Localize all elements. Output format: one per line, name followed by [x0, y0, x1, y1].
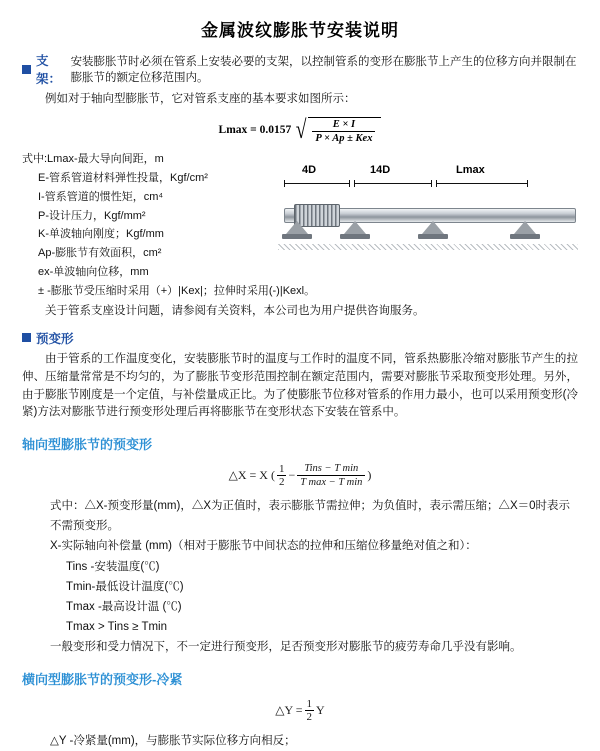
pipe-support — [418, 221, 448, 241]
axial-expansion-joint-diagram — [278, 164, 578, 284]
figure-labels — [278, 164, 578, 180]
axial-line-7: 一般变形和受力情况下，不一定进行预变形，足否预变形对膨胀节的疲劳寿命几乎没有影响。 — [50, 641, 522, 653]
half-numerator: 1 — [306, 698, 313, 711]
figure-label-lmax: Lmax — [456, 163, 485, 176]
dimension-14d — [354, 183, 432, 184]
pipe-support — [510, 221, 540, 241]
legend-item: K-单波轴向刚度；Kgf/mm — [38, 228, 164, 241]
formula-lmax — [22, 117, 578, 144]
fraction-numerator: Tins − T min — [297, 463, 365, 476]
dimension-lmax — [436, 183, 528, 184]
legend-item: 式中:Lmax-最大导向间距，m — [22, 152, 164, 165]
pipe-assembly — [278, 192, 578, 250]
section-heading-predeform-label: 预变形 — [36, 331, 74, 346]
axial-line-3: Tins -安装温度(℃) — [66, 560, 160, 573]
figure-dimension-lines — [278, 180, 578, 188]
pipe-support — [282, 221, 312, 241]
formula-delta-x-fraction — [297, 463, 365, 488]
axial-line-5: Tmax -最高设计温 (℃) — [66, 600, 182, 613]
formula-lmax-lhs: Lmax = 0.0157 — [218, 123, 292, 136]
section-heading-support — [22, 51, 578, 87]
legend-item: ± -膨胀节受压缩时采用（+）|Kex|；拉伸时采用(-)|Kexl。 — [38, 285, 316, 298]
page-title: 金属波纹膨胀节安装说明 — [201, 21, 399, 40]
half-denominator: 2 — [306, 711, 313, 724]
dimension-4d — [284, 183, 350, 184]
axial-line-4: Tmin-最低设计温度(℃) — [66, 580, 184, 593]
fraction-denominator: T max − T min — [300, 477, 363, 489]
lateral-line-1: △Y -冷紧量(mm)，与膨胀节实际位移方向相反； — [50, 735, 296, 748]
figure-label-14d: 14D — [370, 163, 391, 176]
formula-delta-y-rhs: Y — [316, 703, 325, 718]
formula-delta-x-rhs: ) — [367, 468, 372, 483]
legend-item: I-管系管道的惯性矩，cm⁴ — [38, 190, 164, 203]
formula-delta-y-lhs: △Y = — [275, 703, 303, 718]
square-bullet-icon — [22, 333, 31, 342]
formula-lmax-radical — [294, 117, 381, 144]
legend-item: ex-单波轴向位移，mm — [38, 266, 149, 279]
section-predeform-paragraph: 由于管系的工作温度变化，安装膨胀节时的温度与工作时的温度不同，管系热膨胀冷缩对膨胀节产生的拉伸、压缩量常常是不均匀的，为了膨胀节变形范围控制在额定范围内，需要对膨胀节采取预变形处理。另外，由于膨胀节刚度是一个定值，与补偿量成正比。为了使膨胀节位移对管系的作用力最小，也可以采用预变形(冷紧)方法对膨胀节进行预变形处理后再将膨胀节在变形状态下安装在管系中。 — [22, 352, 578, 419]
formula-lmax-numerator: E × I — [312, 119, 375, 132]
axial-line-6: Tmax > Tins ≥ Tmin — [66, 620, 167, 633]
legend-item: P-设计压力，Kgf/mm² — [38, 209, 146, 222]
formula-delta-x-lhs: △X = X ( — [228, 468, 275, 483]
ground-hatching — [278, 244, 578, 250]
radical-icon: √ — [295, 115, 307, 145]
section-support-paragraph-1: 安装膨胀节时必须在管系上安装必要的支架，以控制管系的变形在膨胀节上产生的位移方向并限制在膨胀节的额定位移范围内。 — [70, 56, 577, 84]
support-design-note: 关于管系支座设计问题，请参阅有关资料，本公司也为用户提供咨询服务。 — [45, 305, 425, 318]
square-bullet-icon — [22, 65, 31, 74]
axial-line-2: X-实际轴向补偿量 (mm)（相对于膨胀节中间状态的拉伸和压缩位移量绝对值之和）： — [50, 540, 477, 553]
section-support-paragraph-2: 例如对于轴向型膨胀节，它对管系支座的基本要求如图所示： — [45, 93, 356, 105]
formula-delta-y-half — [305, 698, 315, 723]
axial-line-1: 式中：△X-预变形量(mm)，△X为正值时，表示膨胀节需拉伸；为负值时，表示需压缩；△X＝0时表示不需预变形。 — [50, 500, 571, 533]
figure-label-4d: 4D — [302, 163, 317, 176]
formula-delta-x-minus: − — [288, 468, 296, 483]
section-heading-support-label: 支架： — [36, 54, 62, 86]
formula-delta-y — [22, 698, 578, 723]
legend-item: Ap-膨胀节有效面积，cm² — [38, 247, 162, 260]
pipe-support — [340, 221, 370, 241]
formula-delta-x-half — [277, 463, 287, 488]
half-denominator: 2 — [278, 476, 285, 489]
half-numerator: 1 — [278, 463, 285, 476]
formula-delta-x — [22, 463, 578, 488]
legend-item: E-管系管道材料弹性投量，Kgf/cm² — [38, 171, 208, 184]
section-heading-predeform — [22, 329, 578, 347]
subsection-heading-lateral: 横向型膨胀节的预变形-冷紧 — [22, 672, 183, 688]
formula-lmax-denominator: P × Ap ± Kex — [315, 132, 373, 144]
subsection-heading-axial: 轴向型膨胀节的预变形 — [22, 437, 153, 453]
